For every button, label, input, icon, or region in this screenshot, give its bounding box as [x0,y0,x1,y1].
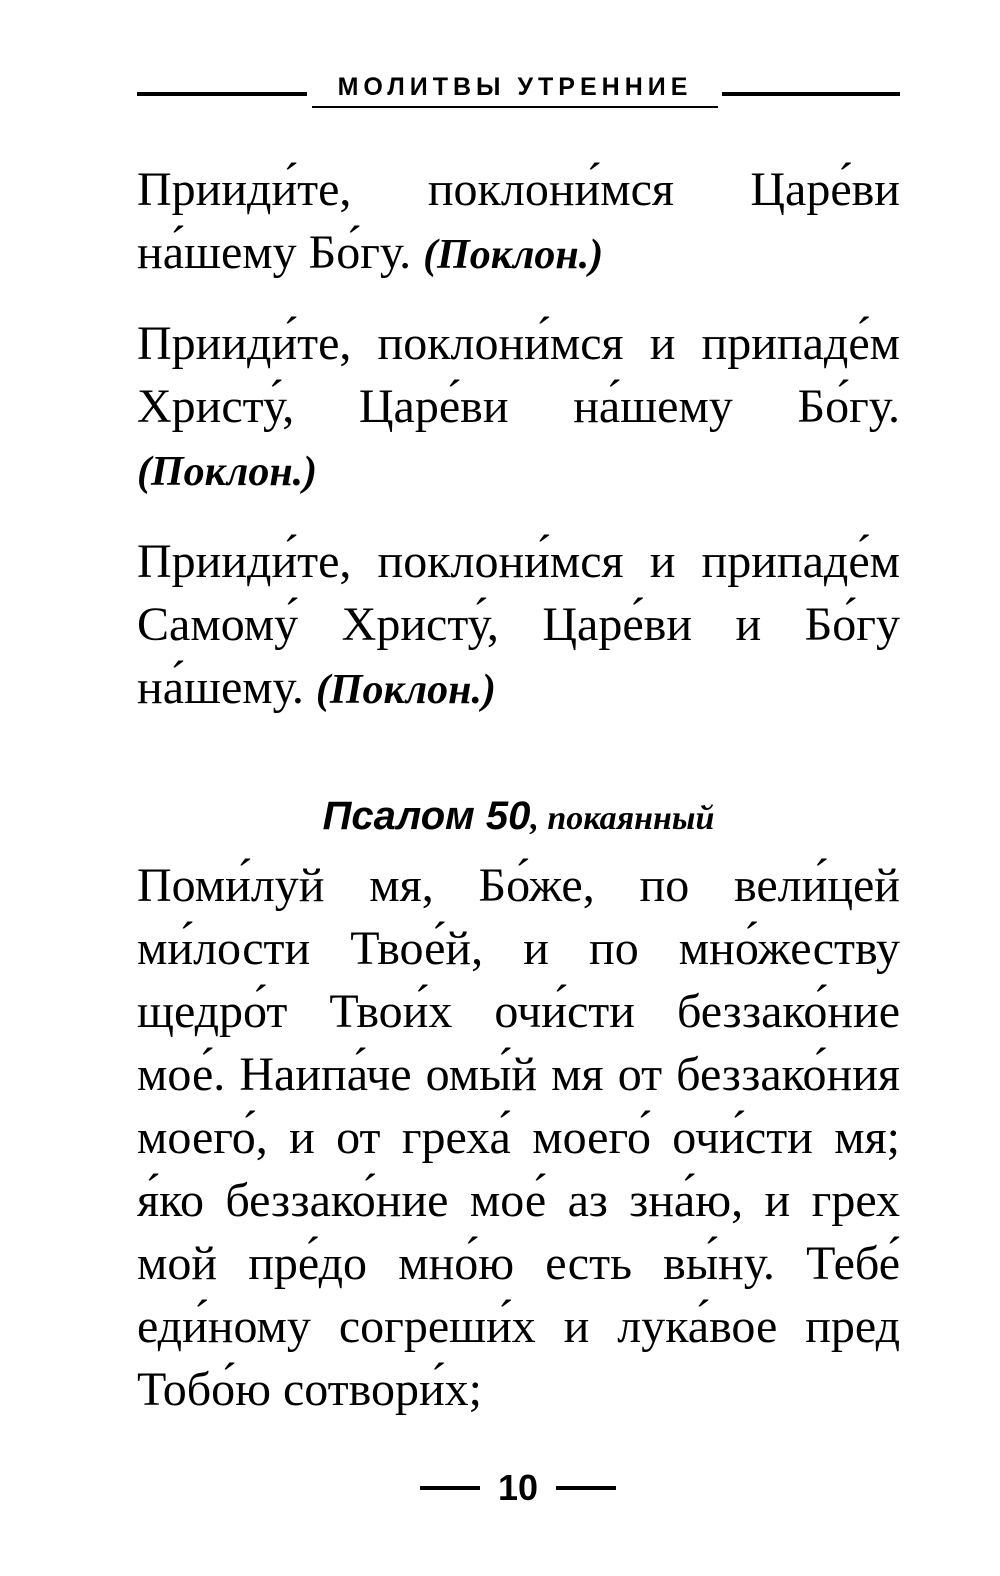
running-header [0,70,1000,110]
psalm-text: Поми́луй мя, Бо́же, по вели́цей ми́лости Твое́й, и по мно́жеству щедро́т Твои́х очи́сти беззако́ние мое́. Наипа́че омы́й мя от беззако́ния моего́, и от греха́ моего́ очи́сти мя; я́ко беззако́ние мое́ аз зна́ю, и грех мой пре́до мно́ю есть вы́ну. Тебе́ еди́ному согреши́х и лука́вое пред Тобо́ю сотвори́х; [137,859,900,1416]
bow-note: (Поклон.) [315,667,496,713]
bow-note: (Поклон.) [423,232,604,278]
prayer-paragraph-2 [137,312,900,504]
psalm-title: Псалом 50 [322,794,531,838]
psalm-subtitle: , покаянный [530,800,715,837]
prayer-paragraph-3 [137,530,900,722]
prayer-text: Прииди́те, поклони́мся и припаде́м Самому́ Христу́, Царе́ви и Бо́гу на́шему. [137,535,900,714]
header-title-underline [312,106,718,108]
header-rule-left [137,92,307,96]
header-rule-right [722,92,900,96]
page-number: 10 [497,1467,539,1508]
prayer-paragraph-1 [137,158,900,287]
running-header-title: МОЛИТВЫ УТРЕННИЕ [337,73,693,101]
page-footer [0,1462,1000,1512]
footer-dash-right [556,1486,616,1490]
prayer-text: Прииди́те, поклони́мся и припаде́м Христу́, Царе́ви на́шему Бо́гу. [137,317,900,433]
bow-note: (Поклон.) [137,449,318,495]
psalm-heading [137,788,900,850]
footer-dash-left [420,1486,480,1490]
prayer-text: Прииди́те, поклони́мся Царе́ви на́шему Бо́гу. [137,163,900,279]
